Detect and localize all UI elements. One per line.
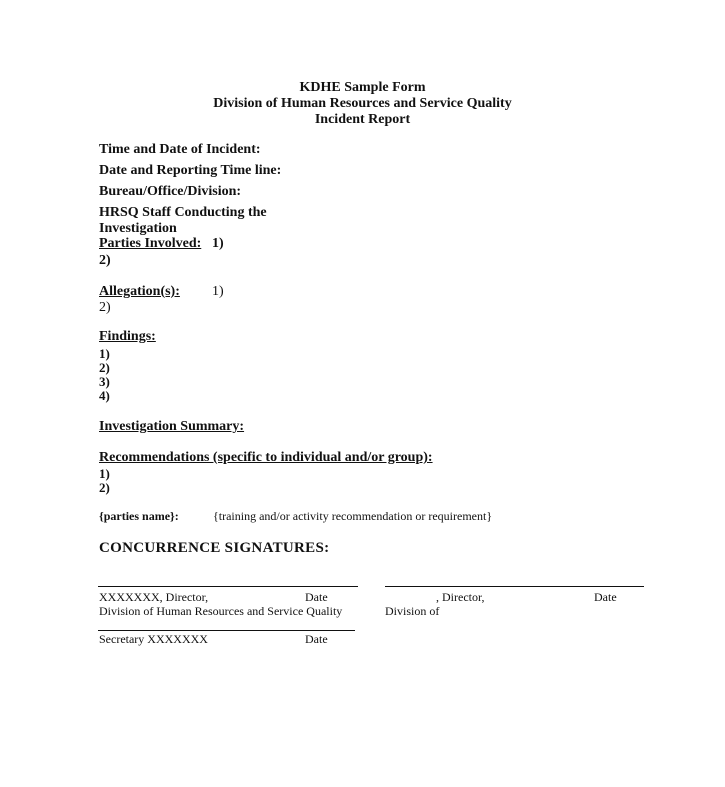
allegations-item-2: 2) (99, 300, 111, 315)
concurrence-title: CONCURRENCE SIGNATURES: (99, 540, 330, 556)
recommendations-label: Recommendations (specific to individual and/or group): (99, 450, 433, 465)
form-subtitle: Incident Report (314, 112, 411, 127)
signature-line-left-1 (98, 586, 358, 587)
allegations-item-1: 1) (212, 284, 224, 299)
recommendations-item-1: 1) (99, 466, 110, 481)
investigation-summary-label: Investigation Summary: (99, 419, 245, 434)
signature-right-1-division: Division of (385, 604, 440, 618)
signature-left-1-date: Date (305, 590, 328, 604)
signature-line-left-2 (98, 630, 355, 631)
signature-right-1-date: Date (594, 590, 617, 604)
parties-item-2: 2) (99, 253, 111, 268)
findings-item-2: 2) (99, 360, 110, 375)
parties-item-1: 1) (212, 236, 224, 251)
parties-involved-label: Parties Involved: (99, 236, 202, 251)
bureau-label: Bureau/Office/Division: (99, 184, 242, 199)
signature-left-2-date: Date (305, 632, 328, 646)
signature-left-1-name: XXXXXXX, Director, (99, 590, 209, 604)
form-division: Division of Human Resources and Service Quality (213, 96, 512, 111)
findings-item-4: 4) (99, 388, 110, 403)
findings-item-1: 1) (99, 346, 110, 361)
parties-name-value: {training and/or activity recommendation or requirement} (213, 509, 493, 523)
date-reporting-label: Date and Reporting Time line: (99, 163, 282, 178)
form-title: KDHE Sample Form (299, 80, 426, 95)
hrsq-staff-label: HRSQ Staff Conducting the (99, 205, 267, 220)
findings-item-3: 3) (99, 374, 110, 389)
signature-left-1-division: Division of Human Resources and Service Quality (99, 604, 343, 618)
findings-label: Findings: (99, 329, 156, 344)
recommendations-item-2: 2) (99, 480, 110, 495)
allegations-label: Allegation(s): (99, 284, 180, 299)
signature-left-2-name: Secretary XXXXXXX (99, 632, 208, 646)
investigation-label: Investigation (99, 221, 177, 236)
signature-right-1-name: , Director, (436, 590, 485, 604)
time-date-incident-label: Time and Date of Incident: (99, 142, 261, 157)
signature-line-right-1 (385, 586, 644, 587)
parties-name-label: {parties name}: (99, 509, 179, 523)
